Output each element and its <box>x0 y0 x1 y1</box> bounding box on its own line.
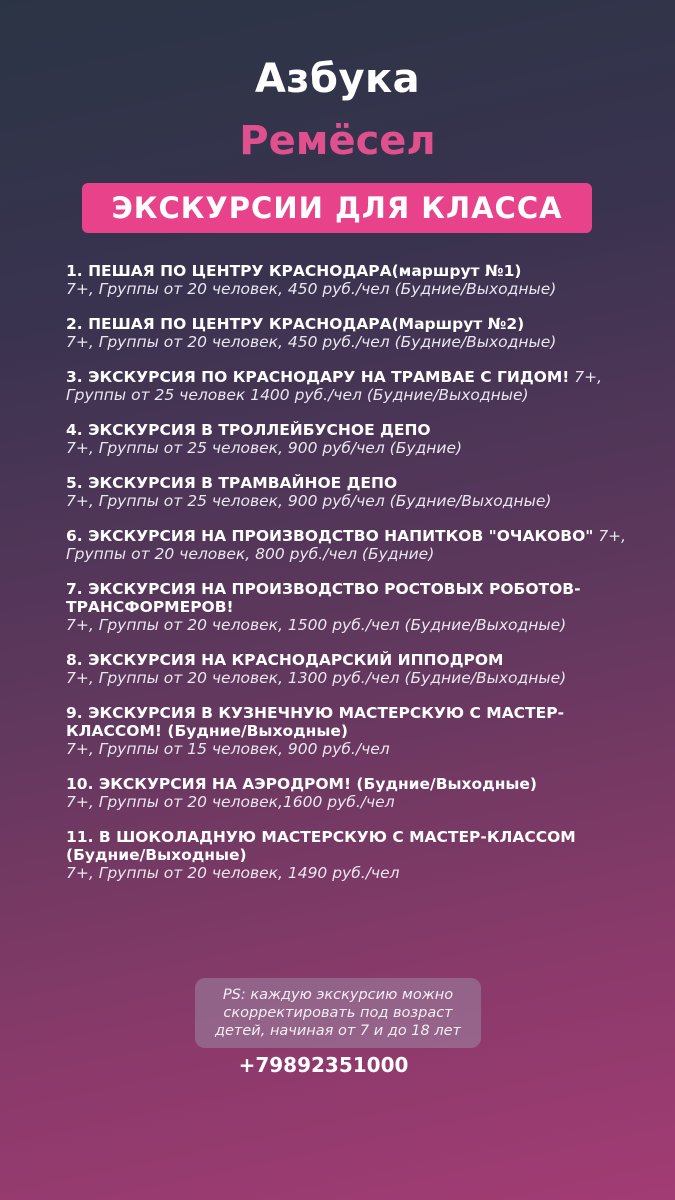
excursion-title: 11. В ШОКОЛАДНУЮ МАСТЕРСКУЮ С МАСТЕР-КЛАССОМ (Будние/Выходные) <box>66 828 576 864</box>
excursion-title: 5. ЭКСКУРСИЯ В ТРАМВАЙНОЕ ДЕПО <box>66 474 398 492</box>
excursion-details: 7+, Группы от 25 человек, 900 руб/чел (Будние/Выходные) <box>66 492 552 510</box>
excursion-details: 7+, Группы от 20 человек, 450 руб./чел (Будние/Выходные) <box>66 333 557 351</box>
excursion-details: 7+, Группы от 20 человек, 800 руб./чел (Будние) <box>66 527 627 563</box>
list-item <box>66 315 646 351</box>
excursions-banner: ЭКСКУРСИИ ДЛЯ КЛАССА <box>82 183 592 233</box>
excursion-details: 7+, Группы от 20 человек, 1300 руб./чел (Будние/Выходные) <box>66 669 567 687</box>
excursion-title: 6. ЭКСКУРСИЯ НА ПРОИЗВОДСТВО НАПИТКОВ "ОЧАКОВО" <box>66 527 594 545</box>
list-item <box>66 775 646 811</box>
phone-number[interactable]: +79892351000 <box>238 1053 409 1077</box>
brand-title-line1: Азбука <box>254 56 421 102</box>
excursion-details: 7+, Группы от 25 человек 1400 руб./чел (Будние/Выходные) <box>66 368 603 404</box>
excursion-title: 2. ПЕШАЯ ПО ЦЕНТРУ КРАСНОДАРА(Маршрут №2) <box>66 315 525 333</box>
excursion-title: 4. ЭКСКУРСИЯ В ТРОЛЛЕЙБУСНОЕ ДЕПО <box>66 421 431 439</box>
list-item <box>66 704 646 758</box>
list-item <box>66 368 646 404</box>
excursion-details: 7+, Группы от 20 человек,1600 руб./чел <box>66 793 395 811</box>
excursion-list <box>66 262 646 899</box>
excursion-title: 7. ЭКСКУРСИЯ НА ПРОИЗВОДСТВО РОСТОВЫХ РОБОТОВ-ТРАНСФОРМЕРОВ! <box>66 580 581 616</box>
list-item <box>66 474 646 510</box>
excursion-title: 3. ЭКСКУРСИЯ ПО КРАСНОДАРУ НА ТРАМВАЕ С ГИДОМ! <box>66 368 570 386</box>
excursion-details: 7+, Группы от 20 человек, 450 руб./чел (Будние/Выходные) <box>66 280 557 298</box>
brand-title-line2: Ремёсел <box>239 118 436 164</box>
list-item <box>66 262 646 298</box>
list-item <box>66 527 646 563</box>
excursion-title: 1. ПЕШАЯ ПО ЦЕНТРУ КРАСНОДАРА(маршрут №1) <box>66 262 522 280</box>
list-item <box>66 580 646 634</box>
list-item <box>66 421 646 457</box>
excursion-details: 7+, Группы от 15 человек, 900 руб./чел <box>66 740 390 758</box>
ps-note: PS: каждую экскурсию можно скорректировать под возраст детей, начиная от 7 и до 18 лет <box>195 978 481 1048</box>
list-item <box>66 651 646 687</box>
excursion-details: 7+, Группы от 20 человек, 1490 руб./чел <box>66 864 400 882</box>
excursion-title: 8. ЭКСКУРСИЯ НА КРАСНОДАРСКИЙ ИППОДРОМ <box>66 651 504 669</box>
list-item <box>66 828 646 882</box>
excursion-title: 9. ЭКСКУРСИЯ В КУЗНЕЧНУЮ МАСТЕРСКУЮ С МАСТЕР-КЛАССОМ! (Будние/Выходные) <box>66 704 565 740</box>
excursion-details: 7+, Группы от 20 человек, 1500 руб./чел (Будние/Выходные) <box>66 616 567 634</box>
excursion-details: 7+, Группы от 25 человек, 900 руб/чел (Будние) <box>66 439 463 457</box>
excursion-title: 10. ЭКСКУРСИЯ НА АЭРОДРОМ! (Будние/Выходные) <box>66 775 538 793</box>
